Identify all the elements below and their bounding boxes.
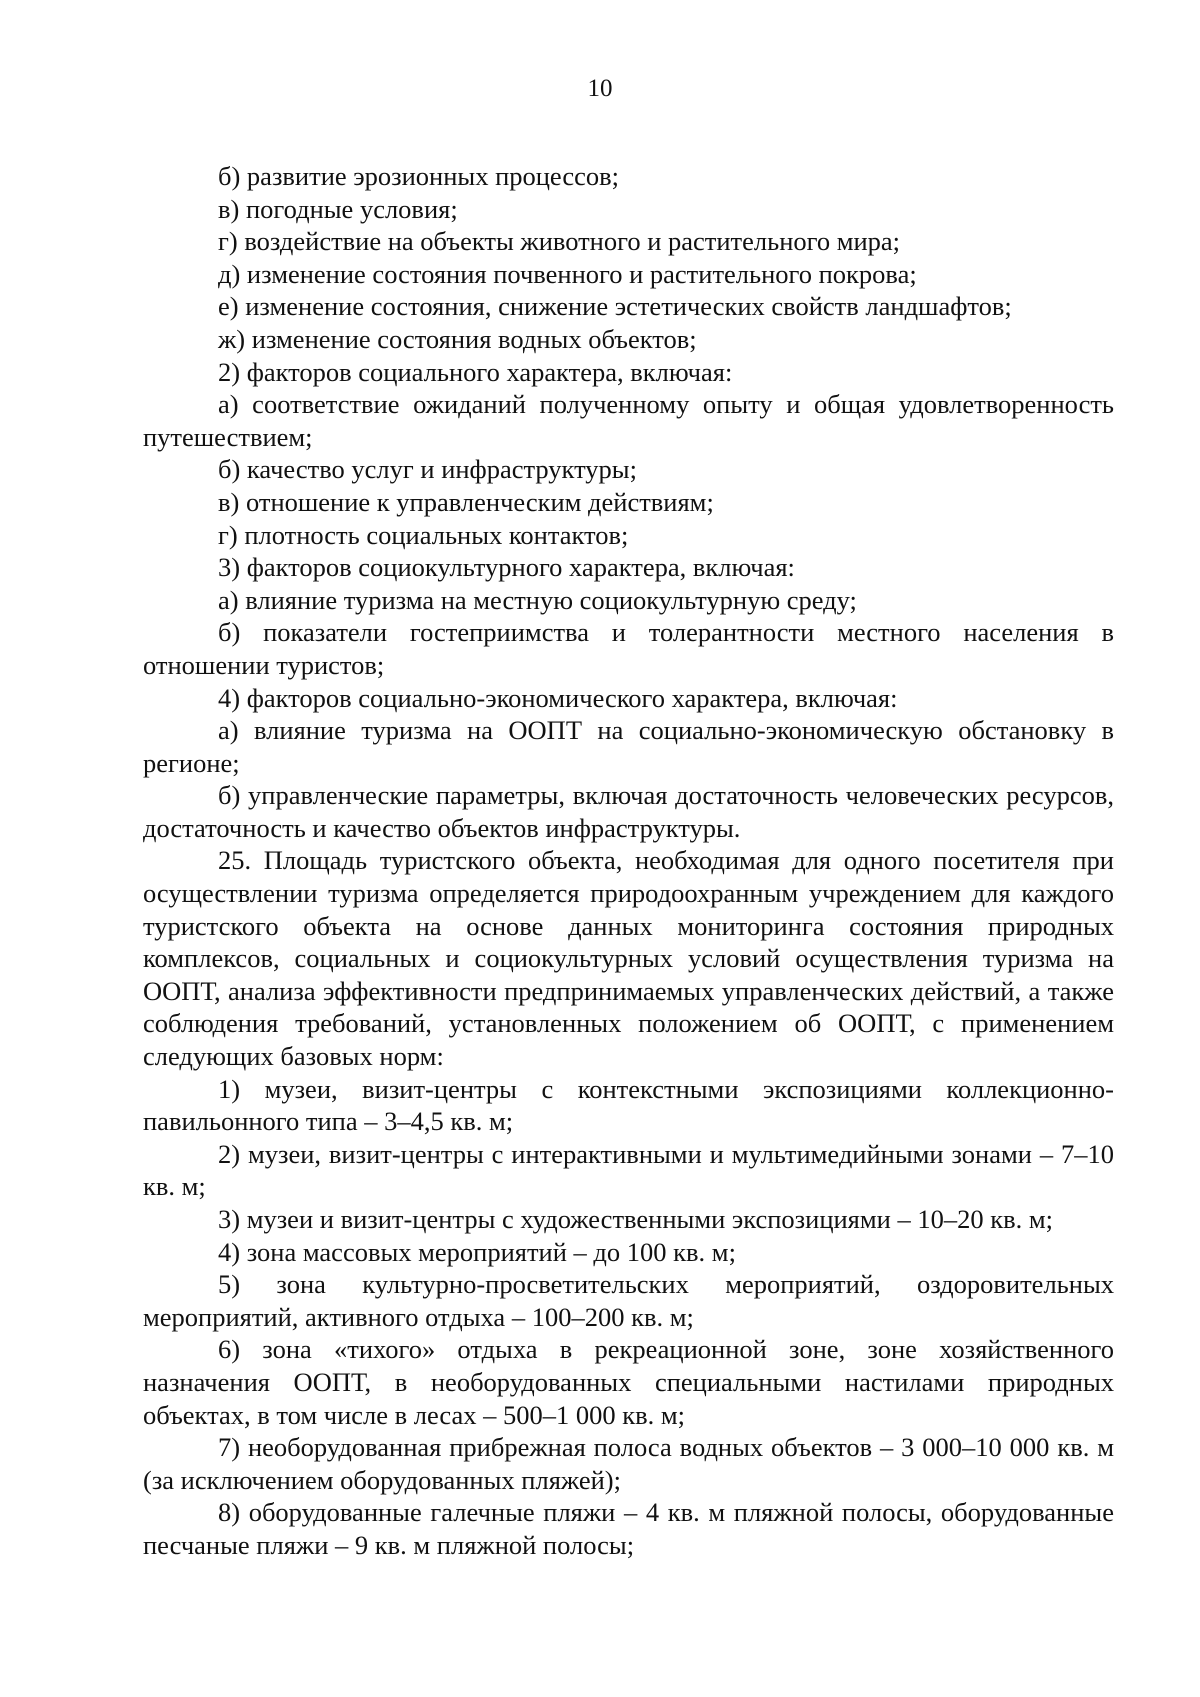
paragraph: а) влияние туризма на местную социокультурную среду;	[218, 584, 857, 615]
paragraph: 6) зона «тихого» отдыха в рекреационной зоне, зоне хозяйственного назначения ООПТ, в необорудованных специальными настилами природных объектах, в том числе в лесах – 500–1 000 кв. м;	[143, 1334, 1114, 1430]
paragraph: в) отношение к управленческим действиям;	[218, 486, 714, 517]
paragraph: а) влияние туризма на ООПТ на социально-экономическую обстановку в регионе;	[143, 715, 1114, 778]
paragraph: ж) изменение состояния водных объектов;	[218, 323, 697, 354]
page-number: 10	[587, 75, 613, 102]
paragraph: 4) зона массовых мероприятий – до 100 кв. м;	[218, 1236, 736, 1267]
paragraph: 4) факторов социально-экономического характера, включая:	[218, 682, 898, 713]
paragraph: б) управленческие параметры, включая достаточность человеческих ресурсов, достаточность и качество объектов инфраструктуры.	[143, 780, 1114, 843]
paragraph: б) развитие эрозионных процессов;	[218, 161, 620, 191]
paragraph: е) изменение состояния, снижение эстетических свойств ландшафтов;	[218, 291, 1012, 322]
paragraph: б) показатели гостеприимства и толерантности местного населения в отношении туристов;	[143, 617, 1114, 680]
paragraph: д) изменение состояния почвенного и растительного покрова;	[218, 258, 917, 289]
paragraph: 7) необорудованная прибрежная полоса водных объектов – 3 000–10 000 кв. м (за исключением оборудованных пляжей);	[143, 1432, 1114, 1495]
paragraph: г) воздействие на объекты животного и растительного мира;	[218, 226, 901, 257]
paragraph: 2) факторов социального характера, включая:	[218, 356, 733, 387]
paragraph: г) плотность социальных контактов;	[218, 519, 629, 550]
paragraph: 8) оборудованные галечные пляжи – 4 кв. м пляжной полосы, оборудованные песчаные пляжи – 9 кв. м пляжной полосы;	[143, 1497, 1114, 1560]
paragraph: б) качество услуг и инфраструктуры;	[218, 454, 637, 485]
document-body	[143, 160, 1114, 1562]
paragraph: 1) музеи, визит-центры с контекстными экспозициями коллекционно-павильонного типа – 3–4,5 кв. м;	[143, 1073, 1114, 1137]
paragraph: а) соответствие ожиданий полученному опыту и общая удовлетворенность путешествием;	[143, 389, 1114, 452]
paragraph: 3) факторов социокультурного характера, включая:	[218, 552, 795, 583]
paragraph: 5) зона культурно-просветительских мероприятий, оздоровительных мероприятий, активного отдыха – 100–200 кв. м;	[143, 1269, 1114, 1332]
paragraph: 25. Площадь туристского объекта, необходимая для одного посетителя при осуществлении туризма определяется природоохранным учреждением для каждого туристского объекта на основе данных мониторинга состояния природных комплексов, социальных и социокультурных условий осуществления туризма на ООПТ, анализа эффективности предпринимаемых управленческих действий, а также соблюдения требований, установленных положением об ООПТ, с применением следующих базовых норм:	[143, 845, 1114, 1072]
paragraph: 3) музеи и визит-центры с художественными экспозициями – 10–20 кв. м;	[218, 1204, 1053, 1234]
paragraph: 2) музеи, визит-центры с интерактивными и мультимедийными зонами – 7–10 кв. м;	[143, 1138, 1114, 1202]
paragraph: в) погодные условия;	[218, 193, 458, 224]
